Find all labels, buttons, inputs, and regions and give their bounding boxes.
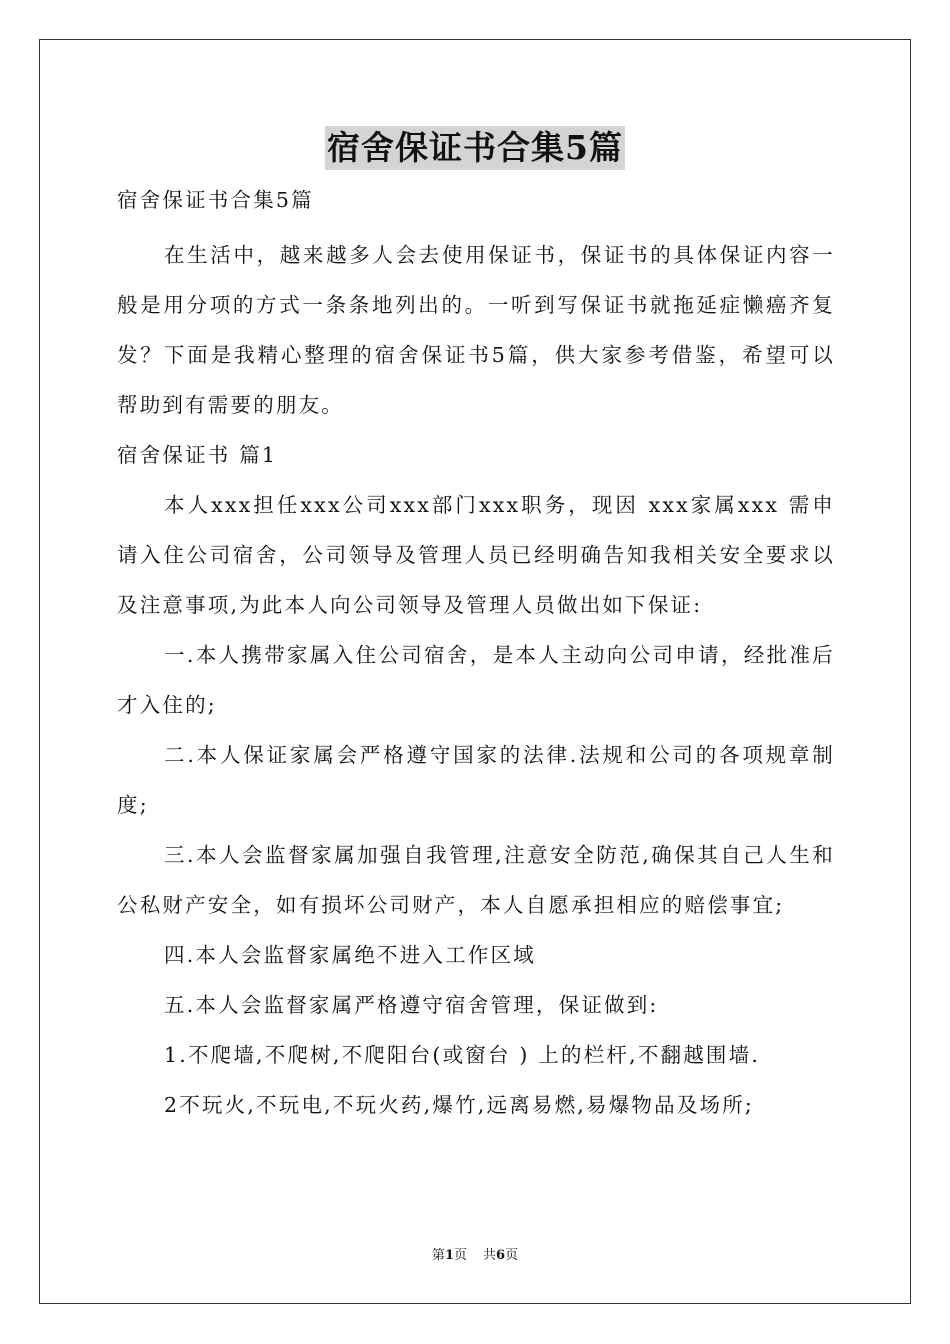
- clause-paragraph-4: 四.本人会监督家属绝不进入工作区域: [164, 943, 536, 967]
- clause-paragraph-1: 一.本人携带家属入住公司宿舍，是本人主动向公司申请，经批准后才入住的;: [117, 643, 835, 717]
- total-prefix: 共: [483, 1248, 497, 1263]
- body-paragraph: 本人xxx担任xxx公司xxx部门xxx职务，现因 xxx家属xxx 需申请入住公司宿舍，公司领导及管理人员已经明确告知我相关安全要求以及注意事项,为此本人向公司领导及管理人员做出如下保证:: [117, 493, 835, 617]
- rule-item-2: 2不玩火,不玩电,不玩火药,爆竹,远离易燃,易爆物品及场所;: [164, 1093, 755, 1117]
- subtitle-paragraph: 宿舍保证书合集5篇: [117, 188, 314, 212]
- total-pages: 6: [496, 1248, 506, 1263]
- page-suffix: 页: [453, 1248, 467, 1263]
- section-heading: 宿舍保证书 篇1: [117, 443, 278, 467]
- document-title: 宿舍保证书合集5篇: [325, 126, 625, 170]
- intro-paragraph: 在生活中，越来越多人会去使用保证书，保证书的具体保证内容一般是用分项的方式一条条地列出的。一听到写保证书就拖延症懒癌齐复发？下面是我精心整理的宿舍保证书5篇，供大家参考借鉴，希望可以帮助到有需要的朋友。: [117, 243, 835, 417]
- clause-paragraph-2: 二.本人保证家属会严格遵守国家的法律.法规和公司的各项规章制度;: [117, 743, 835, 817]
- total-suffix: 页: [505, 1248, 519, 1263]
- title-area: [0, 126, 950, 170]
- page-prefix: 第: [431, 1248, 445, 1263]
- page-number: 1: [444, 1248, 454, 1263]
- rule-item-1: 1.不爬墙,不爬树,不爬阳台(或窗台 ) 上的栏杆,不翻越围墙.: [164, 1043, 761, 1067]
- clause-paragraph-5: 五.本人会监督家属严格遵守宿舍管理，保证做到:: [164, 993, 659, 1017]
- page-footer: [0, 1247, 950, 1265]
- clause-paragraph-3: 三.本人会监督家属加强自我管理,注意安全防范,确保其自己人生和公私财产安全，如有损坏公司财产，本人自愿承担相应的赔偿事宜;: [117, 843, 835, 917]
- document-body: [117, 180, 835, 1130]
